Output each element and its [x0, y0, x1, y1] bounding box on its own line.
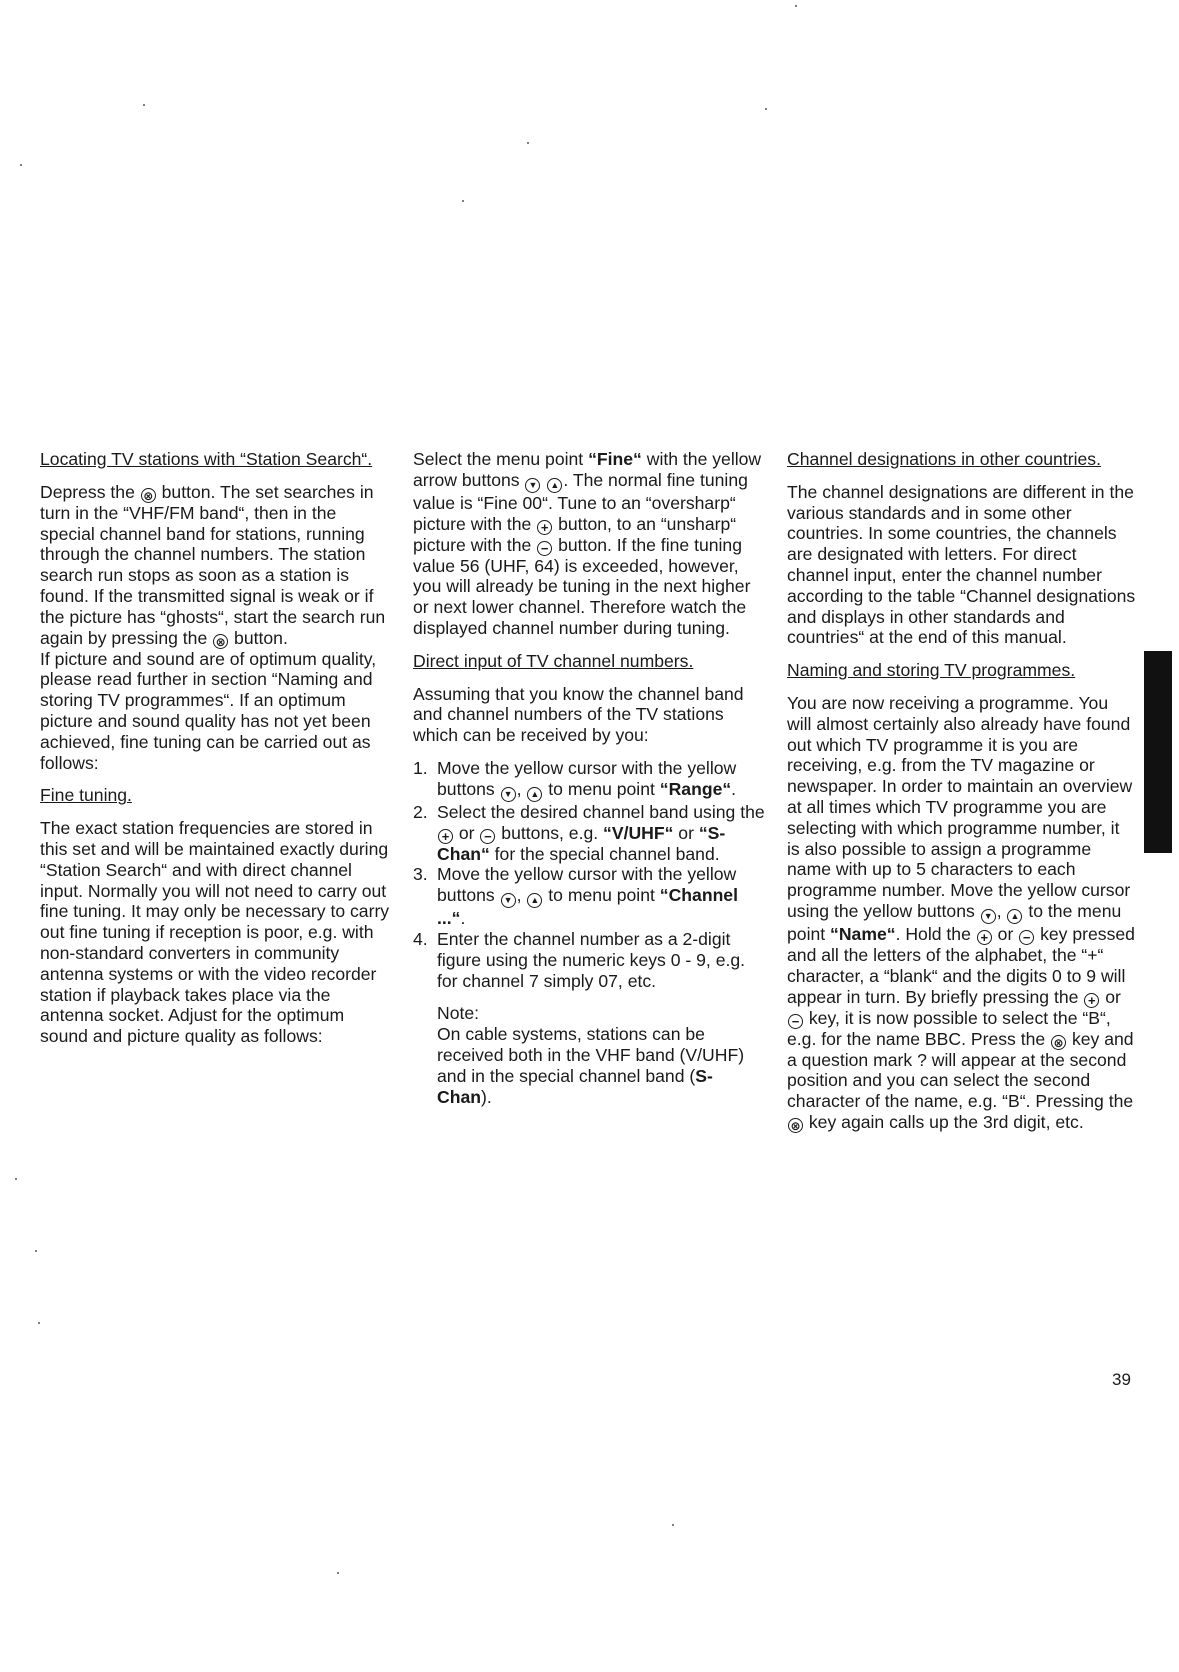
plus-button-icon: + — [438, 829, 453, 844]
scan-speck — [795, 5, 797, 7]
column-3 — [787, 449, 1137, 1145]
scan-speck — [765, 108, 767, 110]
x-button-icon: ⊗ — [788, 1118, 803, 1133]
scan-speck — [38, 1322, 40, 1324]
up-arrow-button-icon: ▲ — [527, 787, 542, 802]
x-button-icon: ⊗ — [1051, 1035, 1066, 1050]
x-button-icon: ⊗ — [213, 634, 228, 649]
paragraph-direct-input: Assuming that you know the channel band and channel numbers of the TV stations which can be received by you: — [413, 683, 744, 746]
up-arrow-button-icon: ▲ — [1007, 909, 1022, 924]
heading-other-countries: Channel designations in other countries. — [787, 449, 1101, 469]
paragraph-other-countries: The channel designations are different in the various standards and in some other countries. In some countries, the channels are designated with letters. For direct channel input, enter the channel number according to the table “Channel designations and displays in other standards and countries“ at the end of this manual. — [787, 481, 1136, 648]
paragraph-naming-storing: You are now receiving a programme. You will almost certainly also already have found out which TV programme it is you are receiving, e.g. from the TV magazine or newspaper. In order to maintain an overview at all times which TV programme you are selecting with which programme number, it is also possible to assign a programme name with up to 5 characters to each programme number. Move the yellow cursor using the yellow buttons ▼ , ▲ to the menu point “Name“. Hold the + or − key pressed and all the letters of the alphabet, the “+“ character, a “blank“ and the digits 0 to 9 will appear in turn. By briefly pressing the + or − key, it is now possible to select the “B“, e.g. for the name BBC. Press the ⊗ key and a question mark ? will appear at the second position and you can select the second character of the name, e.g. “B“. Pressing the ⊗ key again calls up the 3rd digit, etc. — [787, 692, 1135, 1133]
heading-direct-input: Direct input of TV channel numbers. — [413, 650, 694, 671]
thumb-index-tab — [1144, 651, 1172, 853]
scan-speck — [20, 164, 22, 166]
up-arrow-button-icon: ▲ — [527, 893, 542, 908]
down-arrow-button-icon: ▼ — [525, 478, 540, 493]
paragraph-fine-select: Select the menu point “Fine“ with the yellow arrow buttons ▼ ▲ . The normal fine tuning value is “Fine 00“. Tune to an “oversharp“ picture with the + button, to an “unsharp“ picture with the − button. If the fine tuning value 56 (UHF, 64) is exceeded, however, you will already be tuning in the next higher or next lower channel. Therefore watch the displayed channel number during tuning. — [413, 449, 762, 638]
heading-station-search: Locating TV stations with “Station Search“. — [40, 449, 373, 469]
list-item: 4. Enter the channel number as a 2-digit figure using the numeric keys 0 - 9, e.g. for channel 7 simply 07, etc. — [413, 928, 746, 991]
plus-button-icon: + — [977, 930, 992, 945]
note-block — [413, 1003, 765, 1107]
column-1 — [40, 449, 392, 1059]
up-arrow-button-icon: ▲ — [547, 478, 562, 493]
minus-button-icon: − — [1019, 930, 1034, 945]
note-text: On cable systems, stations can be received both in the VHF band (V/UHF) and in the special channel band (S-Chan). — [437, 1024, 745, 1107]
down-arrow-button-icon: ▼ — [981, 909, 996, 924]
down-arrow-button-icon: ▼ — [501, 893, 516, 908]
plus-button-icon: + — [1084, 993, 1099, 1008]
scan-speck — [527, 142, 529, 144]
scan-speck — [143, 104, 145, 106]
scan-speck — [462, 200, 464, 202]
page-number: 39 — [1112, 1370, 1131, 1389]
paragraph-station-search: Depress the ⊗ button. The set searches in turn in the “VHF/FM band“, then in the special channel band for stations, running through the channel numbers. The station search run stops as soon as a station is found. If the transmitted signal is weak or if the picture has “ghosts“, start the search run again by pressing the ⊗ button. — [40, 481, 386, 649]
down-arrow-button-icon: ▼ — [501, 787, 516, 802]
scan-speck — [672, 1524, 674, 1526]
scan-speck — [337, 1572, 339, 1574]
column-2 — [413, 449, 765, 1107]
x-button-icon: ⊗ — [141, 488, 156, 503]
note-label: Note: — [437, 1003, 480, 1024]
heading-naming-storing: Naming and storing TV programmes. — [787, 660, 1076, 681]
minus-button-icon: − — [537, 541, 552, 556]
minus-button-icon: − — [480, 829, 495, 844]
scan-speck — [35, 1250, 37, 1252]
paragraph-fine-tuning: The exact station frequencies are stored in this set and will be maintained exactly during “Station Search“ and with direct channel input. Normally you will not need to carry out fine tuning. It may only be necessary to carry out fine tuning if reception is poor, e.g. with non-standard converters in community antenna systems or with the video recorder station if playback takes place via the antenna socket. Adjust for the optimum sound and picture quality as follows: — [40, 818, 390, 1047]
list-item: 1. Move the yellow cursor with the yellow buttons ▼ , ▲ to menu point “Range“. — [413, 758, 765, 802]
plus-button-icon: + — [537, 520, 552, 535]
scan-speck — [15, 1178, 17, 1180]
minus-button-icon: − — [788, 1014, 803, 1029]
paragraph-optimum-quality: If picture and sound are of optimum quality, please read further in section “Naming and storing TV programmes“. If an optimum picture and sound quality has not yet been achieved, fine tuning can be carried out as follows: — [40, 648, 377, 773]
steps-list — [413, 758, 765, 991]
list-item: 2. Select the desired channel band using the + or − buttons, e.g. “V/UHF“ or “S-Chan“ for the special channel band. — [413, 801, 765, 864]
heading-fine-tuning: Fine tuning. — [40, 785, 132, 806]
list-item: 3. Move the yellow cursor with the yellow buttons ▼ , ▲ to menu point “Channel ...“. — [413, 864, 738, 929]
